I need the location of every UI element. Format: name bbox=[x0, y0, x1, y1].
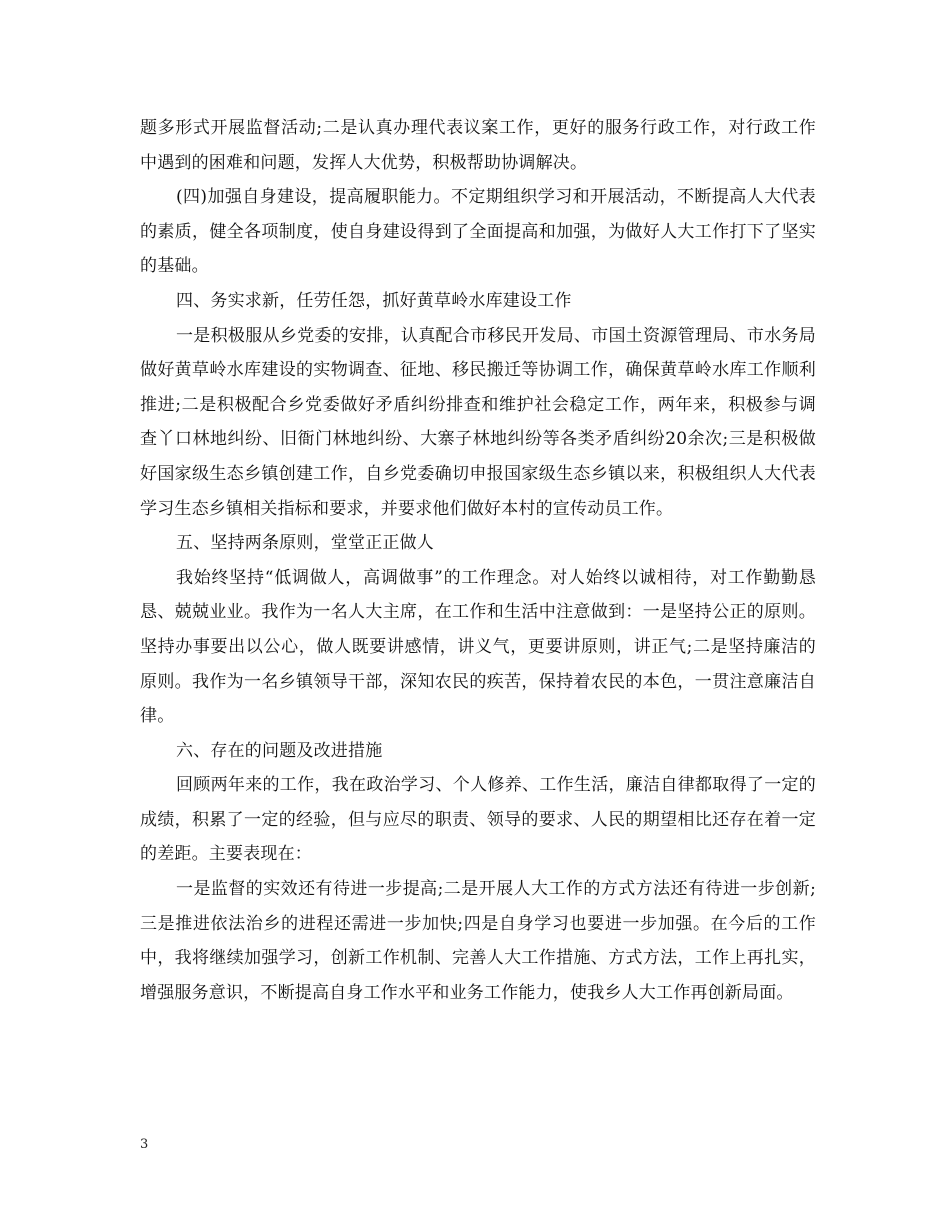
paragraph-4: 一是积极服从乡党委的安排，认真配合市移民开发局、市国土资源管理局、市水务局做好黄草岭水库建设的实物调查、征地、移民搬迁等协调工作，确保黄草岭水库工作顺利推进;二是积极配合乡党委做好矛盾纠纷排查和维护社会稳定工作，两年来，积极参与调查丫口林地纠纷、旧衙门林地纠纷、大寨子林地纠纷等各类矛盾纠纷20余次;三是积极做好国家级生态乡镇创建工作，自乡党委确切申报国家级生态乡镇以来，积极组织人大代表学习生态乡镇相关指标和要求，并要求他们做好本村的宣传动员工作。 bbox=[140, 325, 816, 519]
page-number: 3 bbox=[140, 1137, 149, 1152]
document-body bbox=[140, 111, 816, 1010]
section-heading-5: 五、坚持两条原则，堂堂正正做人 bbox=[176, 533, 434, 554]
paragraph-1: 题多形式开展监督活动;二是认真办理代表议案工作，更好的服务行政工作，对行政工作中遇到的困难和问题，发挥人大优势，积极帮助协调解决。 bbox=[140, 118, 816, 173]
paragraph-6: 我始终坚持“低调做人，高调做事”的工作理念。对人始终以诚相待，对工作勤勤恳恳、兢兢业业。我作为一名人大主席，在工作和生活中注意做到：一是坚持公正的原则。坚持办事要出以公心，做人既要讲感情，讲义气，更要讲原则，讲正气;二是坚持廉洁的原则。我作为一名乡镇领导干部，深知农民的疾苦，保持着农民的本色，一贯注意廉洁自律。 bbox=[140, 567, 816, 727]
paragraph-8: 回顾两年来的工作，我在政治学习、个人修养、工作生活，廉洁自律都取得了一定的成绩，积累了一定的经验，但与应尽的职责、领导的要求、人民的期望相比还存在着一定的差距。主要表现在： bbox=[140, 775, 816, 865]
section-heading-6: 六、存在的问题及改进措施 bbox=[176, 740, 383, 761]
section-heading-4: 四、务实求新，任劳任怨，抓好黄草岭水库建设工作 bbox=[176, 290, 572, 311]
paragraph-2: (四)加强自身建设，提高履职能力。不定期组织学习和开展活动，不断提高人大代表的素质，健全各项制度，使自身建设得到了全面提高和加强，为做好人大工作打下了坚实的基础。 bbox=[140, 187, 816, 277]
paragraph-9: 一是监督的实效还有待进一步提高;二是开展人大工作的方式方法还有待进一步创新;三是推进依法治乡的进程还需进一步加快;四是自身学习也要进一步加强。在今后的工作中，我将继续加强学习，创新工作机制、完善人大工作措施、方式方法，工作上再扎实，增强服务意识，不断提高自身工作水平和业务工作能力，使我乡人大工作再创新局面。 bbox=[140, 879, 816, 1003]
